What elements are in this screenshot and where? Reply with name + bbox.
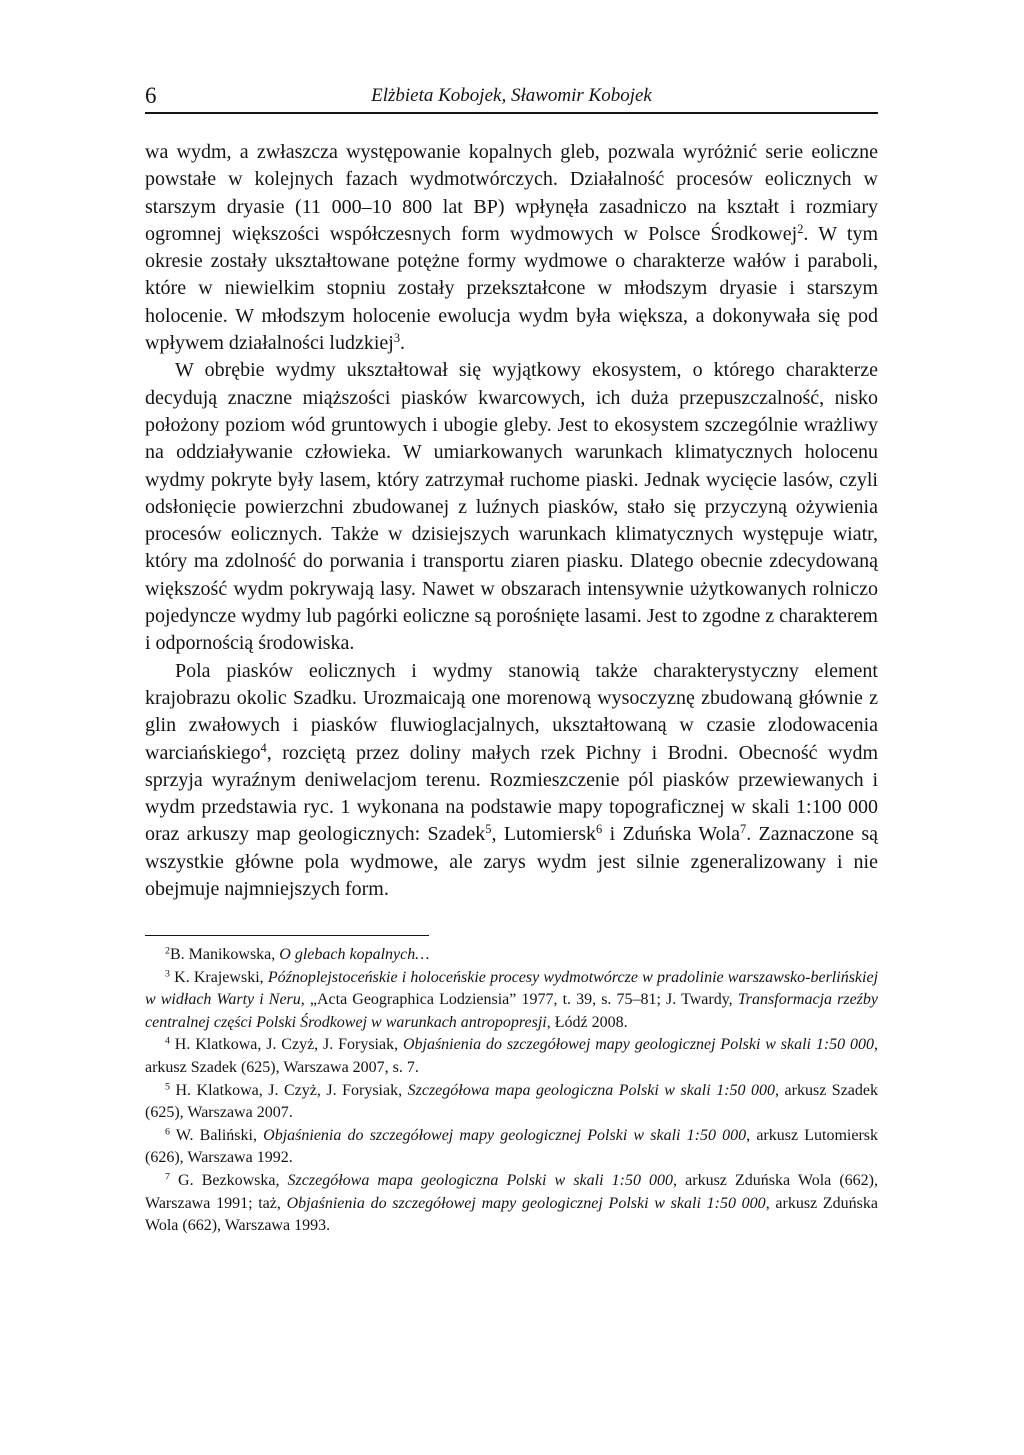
page-header: [145, 82, 878, 114]
footnote-4: [145, 1034, 878, 1079]
footnote-ref-5[interactable]: 5: [485, 822, 492, 837]
footnote-title: Szczegółowa mapa geologiczna Polski w skali 1:50 000: [287, 1171, 674, 1189]
paragraph-3-text-b: , rozciętą przez doliny małych rzek Pichny i Brodni. Obecność wydm sprzyja wyraźnym deniwelacjom terenu. Rozmieszczenie pól piasków przewiewanych i wydm przedstawia ryc. 1 wykonana na podstawie mapy topograficznej w skali 1:100 000 oraz arkuszy map geologicznych: Szadek: [145, 741, 878, 846]
footnote-ref-2[interactable]: 2: [797, 222, 804, 237]
paragraph-3-text-c: , Lutomiersk: [491, 823, 597, 846]
footnote-title: Objaśnienia do szczegółowej mapy geologicznej Polski w skali 1:50 000: [286, 1194, 766, 1212]
footnote-text: , arkusz Szadek (625), Warszawa 2007, s. 7.: [145, 1036, 879, 1076]
footnote-ref-4[interactable]: 4: [260, 740, 267, 755]
footnote-title: Objaśnienia do szczegółowej mapy geologicznej Polski w skali 1:50 000: [402, 1036, 875, 1054]
footnote-text: , arkusz Zduńska Wola (662), Warszawa 1993.: [145, 1194, 879, 1235]
footnote-7: [145, 1170, 878, 1238]
footnote-text: , „Acta Geographica Lodziensia” 1977, t. 39, s. 75–81; J. Twardy,: [300, 991, 738, 1009]
footnote-text: , Łódź 2008.: [546, 1013, 628, 1031]
footnote-number: 4: [165, 1035, 170, 1047]
footnote-number: 2: [165, 945, 170, 957]
footnote-text: H. Klatkowa, J. Czyż, J. Forysiak,: [175, 1081, 408, 1099]
footnote-divider: [145, 935, 429, 936]
footnote-text: , arkusz Zduńska Wola (662), Warszawa 1991; taż,: [145, 1171, 879, 1212]
footnote-text: , arkusz Lutomiersk (626), Warszawa 1992.: [145, 1126, 879, 1167]
footnote-text: W. Baliński,: [175, 1126, 264, 1144]
running-head: Elżbieta Kobojek, Sławomir Kobojek: [371, 85, 652, 106]
footnotes: [145, 944, 878, 1238]
footnote-title: Transformacja rzeźby centralnej części Polski Środkowej w warunkach antropopresji: [145, 991, 878, 1031]
paragraph-1-text-c: .: [400, 332, 406, 355]
footnote-ref-3[interactable]: 3: [393, 331, 401, 346]
footnote-title: Późnoplejstoceńskie i holoceńskie procesy wydmotwórcze w pradolinie warszawsko-berlińskiej w widłach Warty i Neru: [145, 968, 879, 1009]
footnote-ref-6[interactable]: 6: [596, 822, 603, 837]
footnote-text: B. Manikowska,: [169, 946, 280, 963]
footnote-title: Szczegółowa mapa geologiczna Polski w skali 1:50 000: [407, 1081, 776, 1099]
body-text: [145, 139, 878, 903]
footnote-number: 6: [165, 1126, 170, 1138]
page-number: 6: [145, 83, 157, 108]
paragraph-1: [145, 139, 878, 357]
paragraph-3-text-e: . Zaznaczone są wszystkie główne pola wydmowe, ale zarys wydm jest silnie zgeneralizowany i nie obejmuje najmniejszych form.: [145, 823, 879, 901]
paragraph-2: W obrębie wydmy ukształtował się wyjątkowy ekosystem, o którego charakterze decydują znaczne miąższości piasków kwarcowych, ich duża przepuszczalność, nisko położony poziom wód gruntowych i ubogie gleby. Jest to ekosystem szczególnie wrażliwy na oddziaływanie człowieka. W umiarkowanych warunkach klimatycznych holocenu wydmy pokryte były lasem, który zatrzymał ruchome piaski. Jednak wycięcie lasów, czyli odsłonięcie powierzchni zbudowanej z luźnych piasków, stało się przyczyną ożywienia procesów eolicznych. Także w dzisiejszych warunkach klimatycznych występuje wiatr, który ma zdolność do porwania i transportu ziaren piasku. Dlatego obecnie zdecydowaną większość wydm pokrywają lasy. Nawet w obszarach intensywnie użytkowanych rolniczo pojedyncze wydmy lub pagórki eoliczne są porośnięte lasami. Jest to zgodne z charakterem i odpornością środowiska.: [145, 359, 878, 655]
paragraph-1-text-a: wa wydm, a zwłaszcza występowanie kopalnych gleb, pozwala wyróżnić serie eoliczne powstałe w kolejnych fazach wydmotwórczych. Działalność procesów eolicznych w starszym dryasie (11 000–10 800 lat BP) wpłynęła zasadniczo na kształt i rozmiary ogromnej większości współczesnych form wydmowych w Polsce Środkowej: [145, 141, 878, 245]
footnote-5: [145, 1080, 878, 1125]
footnote-text: , arkusz Szadek (625), Warszawa 2007.: [145, 1081, 879, 1122]
footnote-text: G. Bezkowska,: [178, 1171, 288, 1189]
footnote-text: H. Klatkowa, J. Czyż, J. Forysiak,: [174, 1036, 403, 1054]
paragraph-1-text-b: . W tym okresie zostały ukształtowane potężne formy wydmowe o charakterze wałów i paraboli, które w niewielkim stopniu zostały przekształcone w młodszym dryasie i starszym holocenie. W młodszym holocenie ewolucja wydm była większa, a dokonywała się pod wpływem działalności ludzkiej: [145, 222, 878, 355]
footnote-3: [145, 967, 878, 1035]
paragraph-3-text-a: Pola piasków eolicznych i wydmy stanowią także charakterystyczny element krajobrazu okolic Szadku. Urozmaicają one morenową wysoczyznę zbudowaną głównie z glin zwałowych i piasków fluwioglacjalnych, ukształtowaną w czasie zlodowacenia warciańskiego: [145, 659, 878, 764]
footnote-ref-7[interactable]: 7: [740, 822, 747, 837]
footnote-number: 7: [165, 1171, 170, 1183]
footnote-title: Objaśnienia do szczegółowej mapy geologicznej Polski w skali 1:50 000: [263, 1126, 747, 1144]
footnote-6: [145, 1125, 878, 1170]
paragraph-3-text-d: i Zduńska Wola: [602, 823, 741, 846]
footnote-title: O glebach kopalnych…: [279, 946, 430, 963]
footnote-number: 5: [165, 1081, 170, 1093]
footnote-number: 3: [165, 968, 170, 980]
footnote-text: K. Krajewski,: [174, 968, 268, 986]
paragraph-3: [145, 658, 878, 904]
footnote-2: [145, 944, 878, 967]
